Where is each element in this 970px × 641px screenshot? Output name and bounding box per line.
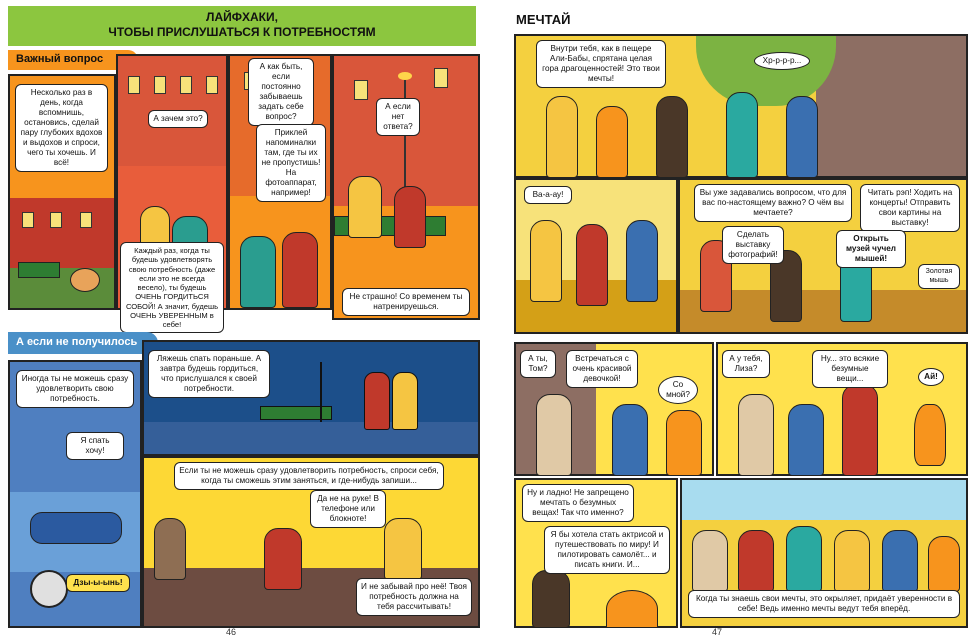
speech-bubble: И не забывай про неё! Твоя потребность должна на тебя рассчитывать! [356, 578, 472, 616]
panel-l3 [228, 54, 332, 310]
speech-bubble: Со мной? [658, 376, 698, 404]
panel-l1 [8, 74, 116, 310]
speech-bubble: Хр-р-р-р... [754, 52, 810, 70]
right-page [488, 0, 970, 641]
panel-l5 [8, 360, 142, 628]
speech-bubble: Я спать хочу! [66, 432, 124, 460]
page-title: МЕЧТАЙ [516, 12, 571, 27]
section-title-1: Важный вопрос [16, 53, 104, 65]
panel-l6 [142, 340, 480, 456]
speech-bubble: Ва-а-ау! [524, 186, 572, 204]
speech-bubble: А у тебя, Лиза? [722, 350, 770, 378]
speech-bubble: Не страшно! Со временем ты натренируешься. [342, 288, 470, 316]
speech-bubble: А если нет ответа? [376, 98, 420, 136]
speech-bubble: Открыть музей чучел мышей! [836, 230, 906, 268]
panel-r7 [680, 478, 968, 628]
speech-bubble: Когда ты знаешь свои мечты, это окрыляет, придаёт уверенности в себе! Ведь именно мечты ведут тебя вперёд. [688, 590, 960, 618]
panel-r4 [514, 342, 714, 476]
speech-bubble: Я бы хотела стать актрисой и путешествовать по миру! И пилотировать самолёт... и писать книги. И... [544, 526, 670, 574]
panel-r5 [716, 342, 968, 476]
speech-bubble: Если ты не можешь сразу удовлетворить потребность, спроси себя, когда ты сможешь этим заняться, и где-нибудь запиши... [174, 462, 444, 490]
section-title-2: А если не получилось [16, 336, 138, 348]
speech-bubble: Ну и ладно! Не запрещено мечтать о безумных вещах! Так что именно? [522, 484, 634, 522]
speech-bubble: Ай! [918, 368, 944, 386]
speech-bubble: Встречаться с очень красивой девочкой! [566, 350, 638, 388]
panel-l2 [116, 54, 228, 329]
speech-bubble: А как быть, если постоянно забываешь задать себе вопрос? [248, 58, 314, 126]
speech-bubble: Ну... это всякие безумные вещи... [812, 350, 888, 388]
left-page [0, 0, 482, 641]
title-banner [8, 6, 476, 46]
speech-bubble: Иногда ты не можешь сразу удовлетворить свою потребность. [16, 370, 134, 408]
panel-r6 [514, 478, 678, 628]
speech-bubble: Каждый раз, когда ты будешь удовлетворять свою потребность (даже если это не всегда весело), ты будешь ОЧЕНЬ ГОРДИТЬСЯ СОБОЙ! А значит, будешь ОЧЕНЬ УВЕРЕННЫМ в себе! [120, 242, 224, 333]
panel-r2 [514, 178, 678, 334]
speech-bubble: Ляжешь спать пораньше. А завтра будешь гордиться, что прислушался к своей потребности. [148, 350, 270, 398]
page-title: ЛАЙФХАКИ, ЧТОБЫ ПРИСЛУШАТЬСЯ К ПОТРЕБНОСТЯМ [108, 10, 376, 39]
page-number: 46 [226, 627, 237, 637]
panel-l7 [142, 456, 480, 628]
speech-bubble: Приклей напоминалки там, где ты их не пропустишь! На фотоаппарат, например! [256, 124, 326, 202]
speech-bubble: Читать рэп! Ходить на концерты! Отправить свои картины на выставку! [860, 184, 960, 232]
sound-effect: Дзы-ы-ынь! [66, 574, 130, 592]
speech-bubble: Сделать выставку фотографий! [722, 226, 784, 264]
panel-l4 [332, 54, 480, 320]
speech-bubble: Несколько раз в день, когда вспомнишь, остановись, сделай пару глубоких вдохов и выдохов и спроси, чего ты хочешь. И всё! [15, 84, 108, 172]
caption-label: Золотая мышь [918, 264, 960, 289]
panel-r3 [678, 178, 968, 334]
speech-bubble: Внутри тебя, как в пещере Али-Бабы, спрятана целая гора драгоценностей! Это твои мечты! [536, 40, 666, 88]
page-number: 47 [712, 627, 723, 637]
speech-bubble: Вы уже задавались вопросом, что для вас по-настоящему важно? О чём вы мечтаете? [694, 184, 852, 222]
panel-r1 [514, 34, 968, 178]
speech-bubble: А зачем это? [148, 110, 208, 128]
speech-bubble: А ты, Том? [520, 350, 556, 378]
speech-bubble: Да не на руке! В телефоне или блокноте! [310, 490, 386, 528]
section-tab-2 [8, 332, 158, 354]
